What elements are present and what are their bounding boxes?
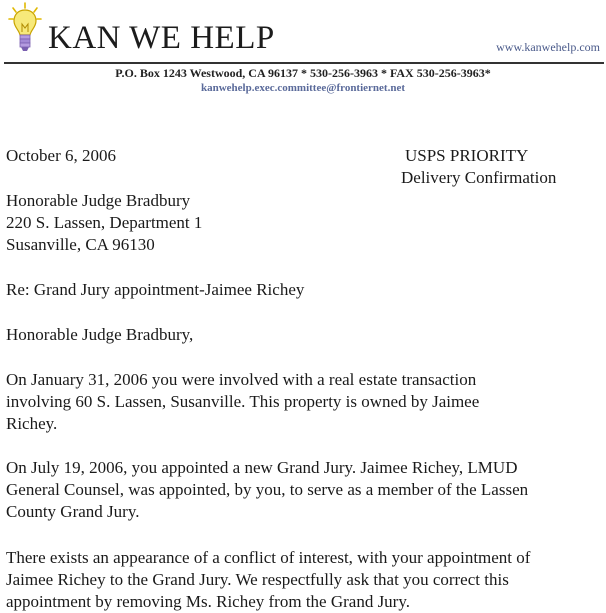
salutation: Honorable Judge Bradbury, — [6, 325, 194, 344]
letterhead — [0, 0, 606, 100]
recipient-name: Honorable Judge Bradbury — [6, 191, 191, 210]
letterhead-divider — [4, 62, 604, 64]
paragraph-line: Richey. — [6, 414, 58, 433]
paragraph-line: On January 31, 2006 you were involved with a real estate transaction — [6, 370, 477, 389]
recipient-address-line-2: Susanville, CA 96130 — [6, 235, 155, 254]
delivery-note: Delivery Confirmation — [401, 168, 557, 187]
lightbulb-icon — [8, 2, 42, 54]
subject-line: Re: Grand Jury appointment-Jaimee Richey — [6, 280, 305, 299]
letter-date: October 6, 2006 — [6, 146, 117, 165]
paragraph-3 — [6, 547, 604, 613]
organization-name: KAN WE HELP — [48, 20, 275, 56]
recipient-address-line-1: 220 S. Lassen, Department 1 — [6, 213, 203, 232]
paragraph-line: involving 60 S. Lassen, Susanville. This property is owned by Jaimee — [6, 392, 480, 411]
delivery-method: USPS PRIORITY — [405, 146, 529, 165]
paragraph-line: appointment by removing Ms. Richey from the Grand Jury. — [6, 592, 410, 611]
paragraph-line: There exists an appearance of a conflict of interest, with your appointment of — [6, 548, 531, 567]
paragraph-line: Jaimee Richey to the Grand Jury. We respectfully ask that you correct this — [6, 570, 509, 589]
paragraph-line: On July 19, 2006, you appointed a new Grand Jury. Jaimee Richey, LMUD — [6, 458, 518, 477]
paragraph-line: General Counsel, was appointed, by you, to serve as a member of the Lassen — [6, 480, 529, 499]
paragraph-line: County Grand Jury. — [6, 502, 140, 521]
contact-line: P.O. Box 1243 Westwood, CA 96137 * 530-256-3963 * FAX 530-256-3963* — [115, 66, 491, 80]
website-link[interactable]: www.kanwehelp.com — [496, 40, 600, 54]
paragraph-2 — [6, 457, 604, 523]
paragraph-1 — [6, 369, 604, 435]
email-address[interactable]: kanwehelp.exec.committee@frontiernet.net — [201, 82, 405, 94]
